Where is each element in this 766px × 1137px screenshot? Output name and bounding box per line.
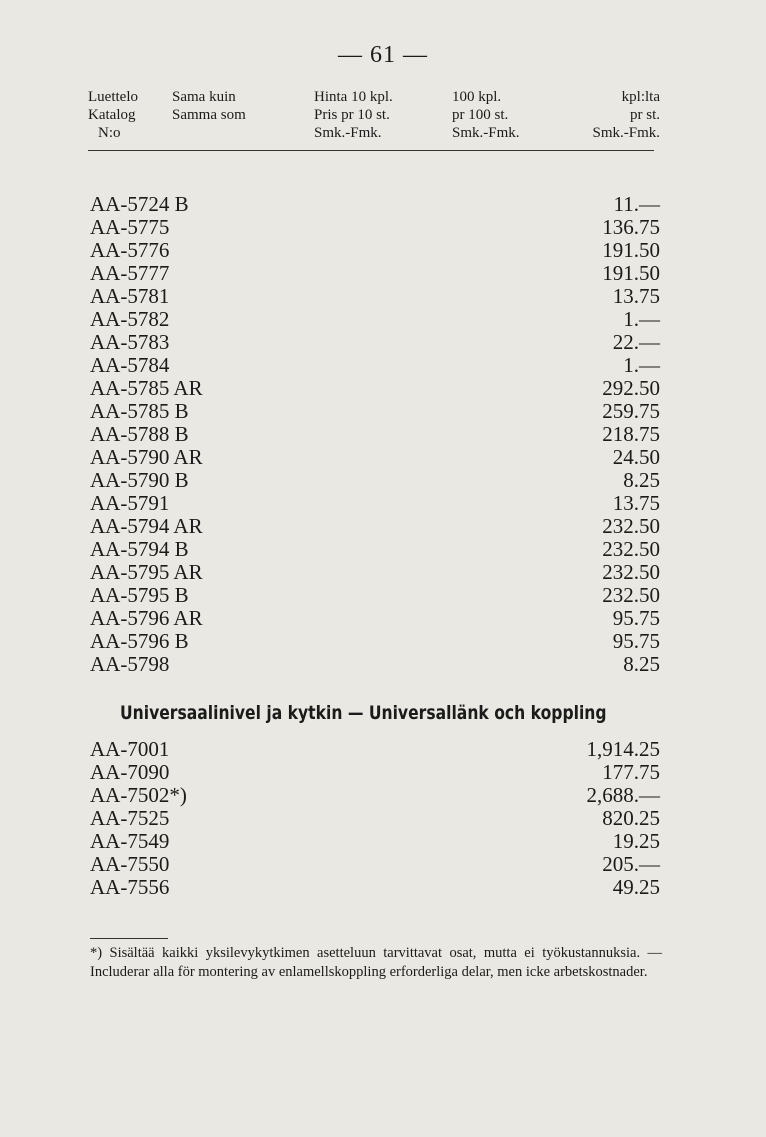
catalog-number: AA-5776 <box>90 238 170 262</box>
unit-price: 232.50 <box>602 560 660 584</box>
unit-price: 22.— <box>612 330 660 354</box>
list-item <box>90 469 660 492</box>
header-price-10: Hinta 10 kpl. Pris pr 10 st. Smk.-Fmk. <box>314 89 393 141</box>
list-item <box>90 400 660 423</box>
unit-price: 292.50 <box>602 376 660 400</box>
catalog-number: AA-5785 B <box>90 399 189 423</box>
unit-price: 820.25 <box>602 806 660 830</box>
header-rule <box>88 150 654 151</box>
header-same-as: Sama kuin Samma som <box>172 89 246 123</box>
list-item <box>90 515 660 538</box>
list-item <box>90 653 660 676</box>
catalog-number: AA-5795 B <box>90 583 189 607</box>
unit-price: 1.— <box>623 307 660 331</box>
universal-joint-list <box>90 738 660 899</box>
catalog-number: AA-5794 AR <box>90 514 203 538</box>
list-item <box>90 784 660 807</box>
list-item <box>90 807 660 830</box>
list-item <box>90 607 660 630</box>
header-catalog-number: Luettelo Katalog N:o <box>88 89 138 141</box>
catalog-number: AA-5782 <box>90 307 170 331</box>
list-item <box>90 216 660 239</box>
list-item <box>90 561 660 584</box>
unit-price: 24.50 <box>612 445 660 469</box>
unit-price: 218.75 <box>602 422 660 446</box>
catalog-number: AA-7525 <box>90 806 170 830</box>
unit-price: 49.25 <box>612 875 660 899</box>
catalog-number: AA-5784 <box>90 353 170 377</box>
unit-price: 1.— <box>623 353 660 377</box>
list-item <box>90 876 660 899</box>
parts-list <box>90 193 660 676</box>
catalog-number: AA-5775 <box>90 215 170 239</box>
unit-price: 95.75 <box>612 606 660 630</box>
unit-price: 191.50 <box>602 238 660 262</box>
footnote: *) Sisältää kaikki yksilevykytkimen asetteluun tarvittavat osat, mutta ei työkustannuksia. — Includerar alla för montering av enlamellskoppling erforderliga delar, men icke arbetskostnader. <box>90 945 662 980</box>
unit-price: 259.75 <box>602 399 660 423</box>
list-item <box>90 584 660 607</box>
catalog-number: AA-5781 <box>90 284 170 308</box>
catalog-number: AA-7556 <box>90 875 170 899</box>
section-heading: Universaalinivel ja kytkin — Universallänk och koppling <box>120 702 607 724</box>
list-item <box>90 262 660 285</box>
catalog-number: AA-5790 AR <box>90 445 203 469</box>
unit-price: 2,688.— <box>586 783 660 807</box>
catalog-number: AA-7549 <box>90 829 170 853</box>
catalog-number: AA-5794 B <box>90 537 189 561</box>
catalog-number: AA-7502*) <box>90 783 187 807</box>
catalog-number: AA-5788 B <box>90 422 189 446</box>
list-item <box>90 331 660 354</box>
list-item <box>90 193 660 216</box>
catalog-number: AA-5796 B <box>90 629 189 653</box>
unit-price: 11.— <box>613 192 660 216</box>
header-price-each: kpl:lta pr st. Smk.-Fmk. <box>592 89 660 141</box>
unit-price: 136.75 <box>602 215 660 239</box>
list-item <box>90 853 660 876</box>
catalog-number: AA-5798 <box>90 652 170 676</box>
catalog-number: AA-5777 <box>90 261 170 285</box>
list-item <box>90 446 660 469</box>
list-item <box>90 738 660 761</box>
unit-price: 232.50 <box>602 537 660 561</box>
unit-price: 19.25 <box>612 829 660 853</box>
unit-price: 13.75 <box>612 284 660 308</box>
unit-price: 232.50 <box>602 583 660 607</box>
unit-price: 1,914.25 <box>586 737 660 761</box>
list-item <box>90 285 660 308</box>
list-item <box>90 377 660 400</box>
catalog-number: AA-5795 AR <box>90 560 203 584</box>
catalog-number: AA-5796 AR <box>90 606 203 630</box>
list-item <box>90 354 660 377</box>
unit-price: 177.75 <box>602 760 660 784</box>
list-item <box>90 492 660 515</box>
catalog-number: AA-7550 <box>90 852 170 876</box>
list-item <box>90 630 660 653</box>
unit-price: 191.50 <box>602 261 660 285</box>
catalog-number: AA-5783 <box>90 330 170 354</box>
list-item <box>90 308 660 331</box>
list-item <box>90 239 660 262</box>
catalog-number: AA-5724 B <box>90 192 189 216</box>
unit-price: 95.75 <box>612 629 660 653</box>
list-item <box>90 761 660 784</box>
catalog-number: AA-7001 <box>90 737 170 761</box>
footnote-rule <box>90 938 168 939</box>
header-price-100: 100 kpl. pr 100 st. Smk.-Fmk. <box>452 89 520 141</box>
page-number: — 61 — <box>338 42 428 68</box>
list-item <box>90 538 660 561</box>
catalog-number: AA-7090 <box>90 760 170 784</box>
catalog-number: AA-5791 <box>90 491 170 515</box>
unit-price: 232.50 <box>602 514 660 538</box>
list-item <box>90 830 660 853</box>
list-item <box>90 423 660 446</box>
catalog-number: AA-5785 AR <box>90 376 203 400</box>
unit-price: 13.75 <box>612 491 660 515</box>
catalog-number: AA-5790 B <box>90 468 189 492</box>
unit-price: 8.25 <box>623 652 660 676</box>
unit-price: 205.— <box>602 852 660 876</box>
unit-price: 8.25 <box>623 468 660 492</box>
